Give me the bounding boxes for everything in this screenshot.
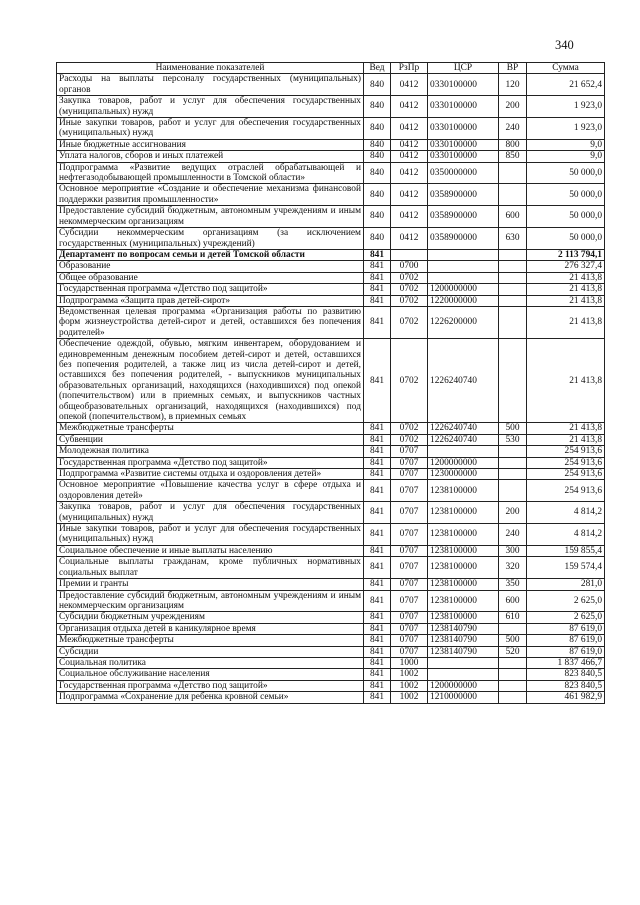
row-vr bbox=[499, 446, 527, 457]
row-name: Государственная программа «Детство под защитой» bbox=[57, 284, 364, 295]
row-sum: 50 000,0 bbox=[527, 184, 605, 206]
row-ved: 841 bbox=[364, 434, 391, 445]
row-ved: 840 bbox=[364, 118, 391, 140]
row-name: Субвенции bbox=[57, 434, 364, 445]
row-vr: 120 bbox=[499, 74, 527, 96]
row-sum: 1 923,0 bbox=[527, 96, 605, 118]
row-name: Уплата налогов, сборов и иных платежей bbox=[57, 151, 364, 162]
header-rzpr: РзПр bbox=[391, 63, 428, 74]
row-ved: 841 bbox=[364, 635, 391, 646]
row-ved: 841 bbox=[364, 249, 391, 260]
row-vr bbox=[499, 457, 527, 468]
table-row bbox=[57, 139, 605, 150]
row-rzpr: 0412 bbox=[391, 206, 428, 228]
row-vr: 500 bbox=[499, 423, 527, 434]
row-rzpr: 0412 bbox=[391, 162, 428, 184]
row-sum: 281,0 bbox=[527, 579, 605, 590]
row-name: Социальное обеспечение и иные выплаты населению bbox=[57, 545, 364, 556]
header-sum: Сумма bbox=[527, 63, 605, 74]
table-row bbox=[57, 480, 605, 502]
row-csr bbox=[428, 669, 499, 680]
row-ved: 841 bbox=[364, 657, 391, 668]
row-sum: 461 982,9 bbox=[527, 692, 605, 703]
budget-table bbox=[56, 62, 605, 704]
row-name: Основное мероприятие «Создание и обеспечение механизма финансовой поддержки развития промышленности» bbox=[57, 184, 364, 206]
row-sum: 823 840,5 bbox=[527, 680, 605, 691]
table-row bbox=[57, 612, 605, 623]
row-name: Предоставление субсидий бюджетным, автономным учреждениям и иным некоммерческим организациям bbox=[57, 206, 364, 228]
row-name: Ведомственная целевая программа «Организация работы по развитию форм жизнеустройства детей-сирот и детей, оставшихся без попечения родителей» bbox=[57, 306, 364, 338]
row-ved: 840 bbox=[364, 162, 391, 184]
row-sum: 21 413,8 bbox=[527, 423, 605, 434]
row-csr: 1200000000 bbox=[428, 284, 499, 295]
table-row bbox=[57, 261, 605, 272]
row-ved: 841 bbox=[364, 680, 391, 691]
row-name: Субсидии некоммерческим организациям (за исключением государственных (муниципальных) учреждений) bbox=[57, 228, 364, 250]
table-row bbox=[57, 657, 605, 668]
row-ved: 841 bbox=[364, 284, 391, 295]
table-row bbox=[57, 545, 605, 556]
row-ved: 840 bbox=[364, 184, 391, 206]
table-row bbox=[57, 557, 605, 579]
row-vr bbox=[499, 469, 527, 480]
table-row bbox=[57, 524, 605, 546]
row-csr: 1226240740 bbox=[428, 423, 499, 434]
row-sum: 87 619,0 bbox=[527, 623, 605, 634]
row-rzpr: 0412 bbox=[391, 228, 428, 250]
row-name: Субсидии bbox=[57, 646, 364, 657]
row-vr bbox=[499, 306, 527, 338]
row-ved: 841 bbox=[364, 457, 391, 468]
row-vr: 200 bbox=[499, 96, 527, 118]
row-vr: 520 bbox=[499, 646, 527, 657]
row-sum: 50 000,0 bbox=[527, 162, 605, 184]
row-name: Иные закупки товаров, работ и услуг для обеспечения государственных (муниципальных) нужд bbox=[57, 524, 364, 546]
row-vr: 240 bbox=[499, 524, 527, 546]
row-sum: 2 113 794,1 bbox=[527, 249, 605, 260]
row-ved: 841 bbox=[364, 545, 391, 556]
table-row bbox=[57, 502, 605, 524]
row-vr bbox=[499, 680, 527, 691]
row-name: Основное мероприятие «Повышение качества услуг в сфере отдыха и оздоровления детей» bbox=[57, 480, 364, 502]
row-ved: 841 bbox=[364, 423, 391, 434]
row-vr: 200 bbox=[499, 502, 527, 524]
row-ved: 840 bbox=[364, 139, 391, 150]
page-number: 340 bbox=[555, 38, 574, 52]
row-sum: 50 000,0 bbox=[527, 206, 605, 228]
row-rzpr: 0412 bbox=[391, 151, 428, 162]
row-csr: 1226200000 bbox=[428, 306, 499, 338]
row-name: Социальная политика bbox=[57, 657, 364, 668]
row-csr: 1210000000 bbox=[428, 692, 499, 703]
row-vr bbox=[499, 249, 527, 260]
header-vr: ВР bbox=[499, 63, 527, 74]
row-ved: 841 bbox=[364, 524, 391, 546]
row-ved: 840 bbox=[364, 74, 391, 96]
table-row bbox=[57, 284, 605, 295]
row-rzpr: 0702 bbox=[391, 284, 428, 295]
row-rzpr: 0707 bbox=[391, 623, 428, 634]
table-row bbox=[57, 446, 605, 457]
row-name: Субсидии бюджетным учреждениям bbox=[57, 612, 364, 623]
row-sum: 823 840,5 bbox=[527, 669, 605, 680]
row-csr bbox=[428, 446, 499, 457]
row-ved: 841 bbox=[364, 557, 391, 579]
row-sum: 9,0 bbox=[527, 139, 605, 150]
row-vr bbox=[499, 669, 527, 680]
row-rzpr: 0412 bbox=[391, 74, 428, 96]
row-sum: 1 923,0 bbox=[527, 118, 605, 140]
table-row bbox=[57, 162, 605, 184]
row-csr: 1238100000 bbox=[428, 557, 499, 579]
row-name: Закупка товаров, работ и услуг для обеспечения государственных (муниципальных) нужд bbox=[57, 502, 364, 524]
row-csr: 0358900000 bbox=[428, 184, 499, 206]
row-rzpr: 0707 bbox=[391, 579, 428, 590]
row-ved: 841 bbox=[364, 623, 391, 634]
header-csr: ЦСР bbox=[428, 63, 499, 74]
row-rzpr: 0412 bbox=[391, 96, 428, 118]
row-vr: 630 bbox=[499, 228, 527, 250]
row-vr bbox=[499, 480, 527, 502]
row-name: Обеспечение одеждой, обувью, мягким инвентарем, оборудованием и единовременным денежным пособием детей-сирот и детей, оставшихся без попечения родителей, а также лиц из числа детей-сирот и детей, оставшихся без попечения родителей, - выпускников муниципальных образовательных организаций, находящихся (находившихся) под опекой (попечительством) или в приемных семьях, и выпускников частных общеобразовательных организаций, находящихся (находившихся) под опекой (попечительством), в приемных семьях bbox=[57, 339, 364, 423]
row-vr bbox=[499, 162, 527, 184]
row-name: Организация отдыха детей в каникулярное время bbox=[57, 623, 364, 634]
row-name: Молодежная политика bbox=[57, 446, 364, 457]
row-sum: 254 913,6 bbox=[527, 446, 605, 457]
row-sum: 9,0 bbox=[527, 151, 605, 162]
row-rzpr: 0707 bbox=[391, 446, 428, 457]
row-name: Премии и гранты bbox=[57, 579, 364, 590]
row-rzpr: 0707 bbox=[391, 480, 428, 502]
row-rzpr: 0702 bbox=[391, 306, 428, 338]
table-header-row bbox=[57, 63, 605, 74]
row-rzpr: 0707 bbox=[391, 646, 428, 657]
row-csr: 1238100000 bbox=[428, 590, 499, 612]
row-name: Подпрограмма «Развитие системы отдыха и оздоровления детей» bbox=[57, 469, 364, 480]
row-ved: 841 bbox=[364, 339, 391, 423]
table-row bbox=[57, 295, 605, 306]
table-row bbox=[57, 635, 605, 646]
row-ved: 841 bbox=[364, 646, 391, 657]
row-name: Расходы на выплаты персоналу государственных (муниципальных) органов bbox=[57, 74, 364, 96]
row-csr: 1226240740 bbox=[428, 339, 499, 423]
row-csr: 1200000000 bbox=[428, 680, 499, 691]
row-rzpr: 1002 bbox=[391, 669, 428, 680]
table-row bbox=[57, 306, 605, 338]
row-rzpr: 0412 bbox=[391, 118, 428, 140]
table-row bbox=[57, 272, 605, 283]
row-vr bbox=[499, 657, 527, 668]
row-rzpr: 0707 bbox=[391, 457, 428, 468]
table-row bbox=[57, 623, 605, 634]
row-rzpr: 0412 bbox=[391, 184, 428, 206]
row-csr: 0358900000 bbox=[428, 228, 499, 250]
row-csr: 1226240740 bbox=[428, 434, 499, 445]
row-sum: 21 413,8 bbox=[527, 339, 605, 423]
row-sum: 159 855,4 bbox=[527, 545, 605, 556]
row-csr: 0330100000 bbox=[428, 74, 499, 96]
row-ved: 841 bbox=[364, 612, 391, 623]
row-vr bbox=[499, 623, 527, 634]
row-vr bbox=[499, 272, 527, 283]
row-ved: 840 bbox=[364, 206, 391, 228]
table-row bbox=[57, 96, 605, 118]
row-rzpr: 0702 bbox=[391, 339, 428, 423]
row-rzpr: 0707 bbox=[391, 590, 428, 612]
row-sum: 21 413,8 bbox=[527, 306, 605, 338]
table-row bbox=[57, 151, 605, 162]
row-vr bbox=[499, 184, 527, 206]
row-rzpr: 1000 bbox=[391, 657, 428, 668]
row-csr: 1238100000 bbox=[428, 502, 499, 524]
row-name: Иные закупки товаров, работ и услуг для обеспечения государственных (муниципальных) нужд bbox=[57, 118, 364, 140]
row-ved: 840 bbox=[364, 96, 391, 118]
row-vr bbox=[499, 284, 527, 295]
row-rzpr: 0707 bbox=[391, 502, 428, 524]
row-vr bbox=[499, 261, 527, 272]
row-sum: 4 814,2 bbox=[527, 524, 605, 546]
row-sum: 21 413,8 bbox=[527, 434, 605, 445]
row-csr: 0330100000 bbox=[428, 139, 499, 150]
table-row bbox=[57, 692, 605, 703]
row-csr: 0330100000 bbox=[428, 118, 499, 140]
row-sum: 2 625,0 bbox=[527, 612, 605, 623]
row-sum: 21 413,8 bbox=[527, 295, 605, 306]
row-rzpr: 0702 bbox=[391, 423, 428, 434]
row-vr: 500 bbox=[499, 635, 527, 646]
row-ved: 841 bbox=[364, 261, 391, 272]
row-csr bbox=[428, 249, 499, 260]
row-name: Департамент по вопросам семьи и детей Томской области bbox=[57, 249, 364, 260]
row-sum: 159 574,4 bbox=[527, 557, 605, 579]
row-name: Подпрограмма «Защита прав детей-сирот» bbox=[57, 295, 364, 306]
table-row bbox=[57, 646, 605, 657]
row-name: Государственная программа «Детство под защитой» bbox=[57, 457, 364, 468]
table-row bbox=[57, 457, 605, 468]
row-ved: 840 bbox=[364, 151, 391, 162]
table-row bbox=[57, 118, 605, 140]
row-csr: 1200000000 bbox=[428, 457, 499, 468]
row-vr: 530 bbox=[499, 434, 527, 445]
row-rzpr: 0702 bbox=[391, 272, 428, 283]
row-name: Подпрограмма «Развитие ведущих отраслей обрабатывающей и нефтегазодобывающей промышленности в Томской области» bbox=[57, 162, 364, 184]
row-sum: 254 913,6 bbox=[527, 480, 605, 502]
row-name: Подпрограмма «Сохранение для ребенка кровной семьи» bbox=[57, 692, 364, 703]
row-rzpr: 0702 bbox=[391, 434, 428, 445]
row-sum: 1 837 466,7 bbox=[527, 657, 605, 668]
row-csr: 1238100000 bbox=[428, 579, 499, 590]
row-name: Образование bbox=[57, 261, 364, 272]
row-rzpr: 0702 bbox=[391, 295, 428, 306]
row-rzpr: 0707 bbox=[391, 557, 428, 579]
row-rzpr: 0707 bbox=[391, 635, 428, 646]
row-sum: 2 625,0 bbox=[527, 590, 605, 612]
row-rzpr: 0700 bbox=[391, 261, 428, 272]
row-csr: 1230000000 bbox=[428, 469, 499, 480]
table-row bbox=[57, 249, 605, 260]
table-row bbox=[57, 579, 605, 590]
row-name: Закупка товаров, работ и услуг для обеспечения государственных (муниципальных) нужд bbox=[57, 96, 364, 118]
row-ved: 841 bbox=[364, 469, 391, 480]
row-ved: 841 bbox=[364, 692, 391, 703]
row-rzpr: 0707 bbox=[391, 469, 428, 480]
header-name: Наименование показателей bbox=[57, 63, 364, 74]
row-ved: 841 bbox=[364, 306, 391, 338]
table-row bbox=[57, 590, 605, 612]
row-ved: 841 bbox=[364, 272, 391, 283]
row-sum: 276 327,4 bbox=[527, 261, 605, 272]
table-row bbox=[57, 669, 605, 680]
row-vr: 610 bbox=[499, 612, 527, 623]
row-vr: 240 bbox=[499, 118, 527, 140]
row-ved: 841 bbox=[364, 295, 391, 306]
row-csr bbox=[428, 657, 499, 668]
row-name: Межбюджетные трансферты bbox=[57, 635, 364, 646]
row-name: Общее образование bbox=[57, 272, 364, 283]
row-sum: 21 413,8 bbox=[527, 272, 605, 283]
row-csr: 0358900000 bbox=[428, 206, 499, 228]
row-ved: 841 bbox=[364, 480, 391, 502]
row-csr: 0330100000 bbox=[428, 151, 499, 162]
row-vr bbox=[499, 295, 527, 306]
table-row bbox=[57, 184, 605, 206]
row-ved: 841 bbox=[364, 502, 391, 524]
row-csr: 1238100000 bbox=[428, 545, 499, 556]
row-sum: 254 913,6 bbox=[527, 469, 605, 480]
row-ved: 841 bbox=[364, 579, 391, 590]
row-csr bbox=[428, 272, 499, 283]
row-vr: 600 bbox=[499, 206, 527, 228]
row-csr: 1220000000 bbox=[428, 295, 499, 306]
row-name: Предоставление субсидий бюджетным, автономным учреждениям и иным некоммерческим организациям bbox=[57, 590, 364, 612]
row-sum: 50 000,0 bbox=[527, 228, 605, 250]
table-row bbox=[57, 434, 605, 445]
row-ved: 841 bbox=[364, 446, 391, 457]
header-ved: Вед bbox=[364, 63, 391, 74]
row-name: Социальное обслуживание населения bbox=[57, 669, 364, 680]
row-vr: 350 bbox=[499, 579, 527, 590]
row-csr: 1238140790 bbox=[428, 646, 499, 657]
row-csr: 1238100000 bbox=[428, 480, 499, 502]
table-row bbox=[57, 206, 605, 228]
table-row bbox=[57, 74, 605, 96]
row-vr bbox=[499, 692, 527, 703]
row-csr bbox=[428, 261, 499, 272]
row-rzpr: 0707 bbox=[391, 524, 428, 546]
row-csr: 1238140790 bbox=[428, 623, 499, 634]
row-vr: 850 bbox=[499, 151, 527, 162]
row-vr: 800 bbox=[499, 139, 527, 150]
row-sum: 87 619,0 bbox=[527, 646, 605, 657]
row-csr: 1238100000 bbox=[428, 612, 499, 623]
row-sum: 4 814,2 bbox=[527, 502, 605, 524]
row-csr: 1238140790 bbox=[428, 635, 499, 646]
row-sum: 21 413,8 bbox=[527, 284, 605, 295]
table-row bbox=[57, 228, 605, 250]
table-row bbox=[57, 339, 605, 423]
row-name: Иные бюджетные ассигнования bbox=[57, 139, 364, 150]
row-vr: 600 bbox=[499, 590, 527, 612]
table-row bbox=[57, 423, 605, 434]
row-name: Социальные выплаты гражданам, кроме публичных нормативных социальных выплат bbox=[57, 557, 364, 579]
row-rzpr bbox=[391, 249, 428, 260]
row-rzpr: 0707 bbox=[391, 612, 428, 623]
row-rzpr: 0707 bbox=[391, 545, 428, 556]
row-vr: 300 bbox=[499, 545, 527, 556]
row-name: Государственная программа «Детство под защитой» bbox=[57, 680, 364, 691]
row-vr: 320 bbox=[499, 557, 527, 579]
row-rzpr: 0412 bbox=[391, 139, 428, 150]
row-rzpr: 1002 bbox=[391, 680, 428, 691]
row-ved: 841 bbox=[364, 590, 391, 612]
table-row bbox=[57, 680, 605, 691]
row-csr: 0350000000 bbox=[428, 162, 499, 184]
row-csr: 0330100000 bbox=[428, 96, 499, 118]
row-ved: 840 bbox=[364, 228, 391, 250]
row-name: Межбюджетные трансферты bbox=[57, 423, 364, 434]
row-sum: 21 652,4 bbox=[527, 74, 605, 96]
row-ved: 841 bbox=[364, 669, 391, 680]
table-row bbox=[57, 469, 605, 480]
row-sum: 87 619,0 bbox=[527, 635, 605, 646]
row-csr: 1238100000 bbox=[428, 524, 499, 546]
row-vr bbox=[499, 339, 527, 423]
row-sum: 254 913,6 bbox=[527, 457, 605, 468]
row-rzpr: 1002 bbox=[391, 692, 428, 703]
